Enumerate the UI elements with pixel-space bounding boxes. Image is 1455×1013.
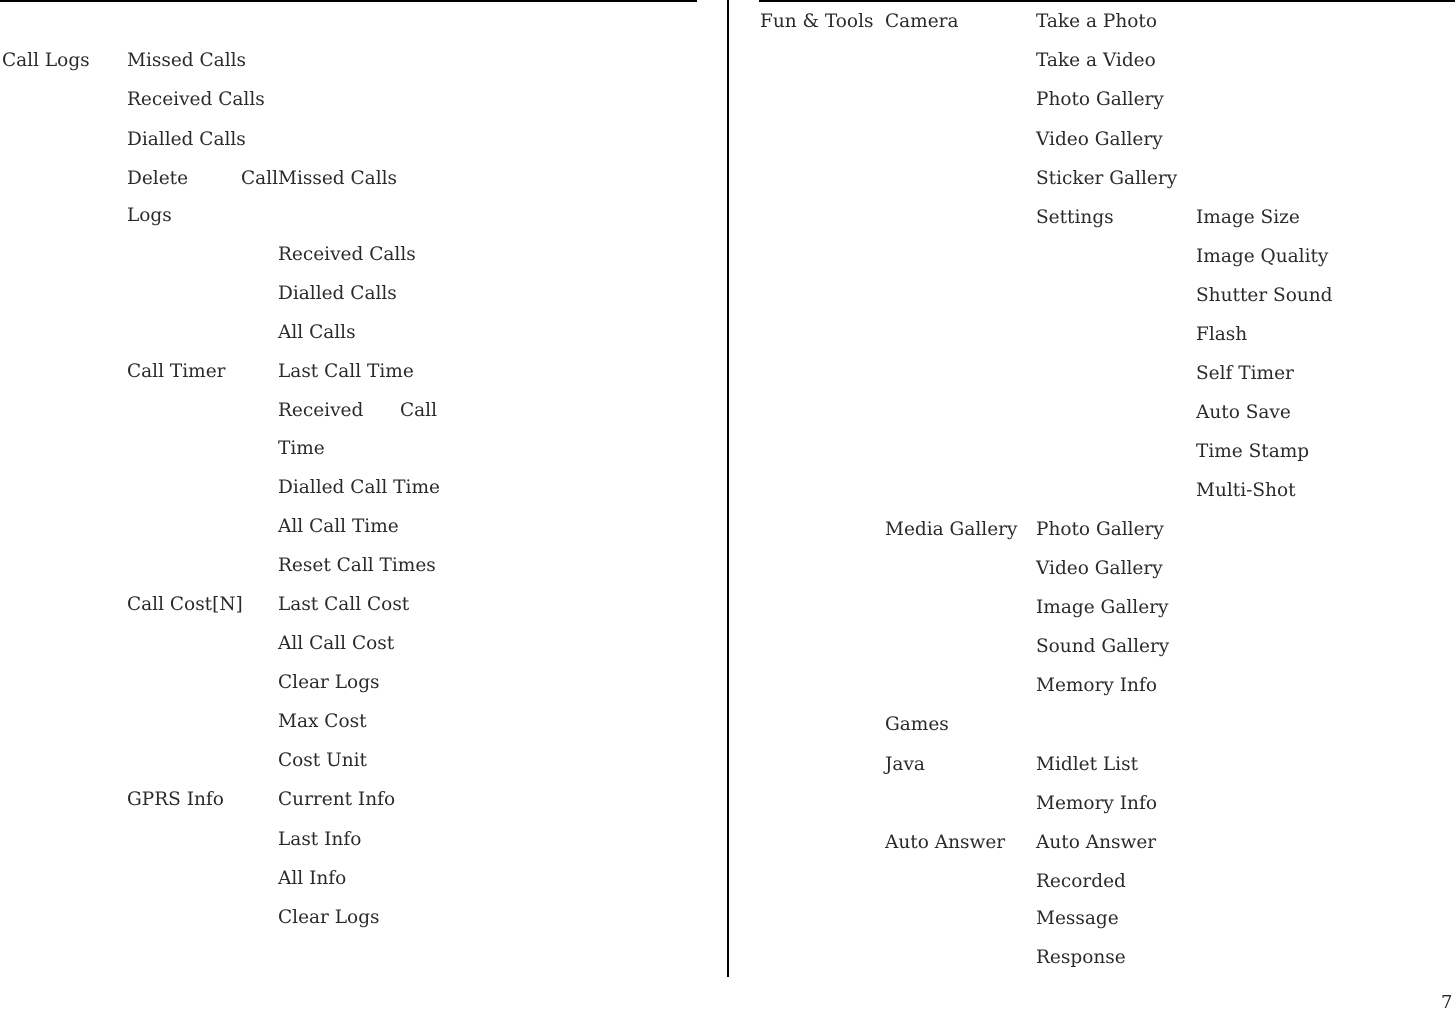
menu-item-delete-call-logs-part2: Call xyxy=(241,168,279,189)
submenu-item: Photo Gallery xyxy=(1036,519,1164,540)
submenu-item: All Call Time xyxy=(278,516,399,537)
submenu-item: Photo Gallery xyxy=(1036,89,1164,110)
page-number: 7 xyxy=(1441,992,1453,1013)
submenu-item: Image Gallery xyxy=(1036,597,1169,618)
menu-item-games: Games xyxy=(885,714,949,735)
submenu-item: Current Info xyxy=(278,789,396,810)
menu-item-dialled-calls: Dialled Calls xyxy=(127,129,246,150)
submenu-item-received-call-time-part2: Call xyxy=(400,400,438,421)
submenu-item-settings: Settings xyxy=(1036,207,1114,228)
sub-submenu-item: Shutter Sound xyxy=(1196,285,1333,306)
submenu-item: Midlet List xyxy=(1036,754,1139,775)
sub-submenu-item: Flash xyxy=(1196,324,1248,345)
submenu-item: Last Info xyxy=(278,829,362,850)
submenu-item: Reset Call Times xyxy=(278,555,436,576)
submenu-item-recorded-message-response-part3: Response xyxy=(1036,947,1126,968)
submenu-item: Memory Info xyxy=(1036,675,1157,696)
submenu-item-recorded-message-response-part2: Message xyxy=(1036,908,1119,929)
submenu-item-recorded-message-response-part1: Recorded xyxy=(1036,871,1126,892)
menu-item-camera: Camera xyxy=(885,11,959,32)
sub-submenu-item: Multi-Shot xyxy=(1196,480,1296,501)
submenu-item: Take a Video xyxy=(1036,50,1156,71)
menu-item-call-cost: Call Cost[N] xyxy=(127,594,243,615)
submenu-item: Cost Unit xyxy=(278,750,367,771)
menu-item-delete-call-logs-part3: Logs xyxy=(127,205,172,226)
sub-submenu-item: Self Timer xyxy=(1196,363,1294,384)
submenu-item: Sticker Gallery xyxy=(1036,168,1178,189)
submenu-item: All Call Cost xyxy=(278,633,395,654)
menu-item-call-timer: Call Timer xyxy=(127,361,226,382)
top-rule-left xyxy=(0,0,697,2)
column-divider xyxy=(727,0,729,977)
menu-item-missed-calls: Missed Calls xyxy=(127,50,247,71)
submenu-item: All Calls xyxy=(278,322,356,343)
sub-submenu-item: Time Stamp xyxy=(1196,441,1310,462)
submenu-item: Memory Info xyxy=(1036,793,1157,814)
submenu-item: Clear Logs xyxy=(278,907,380,928)
submenu-item: Max Cost xyxy=(278,711,367,732)
menu-item-java: Java xyxy=(885,754,925,775)
submenu-item: Received Calls xyxy=(278,244,416,265)
submenu-item: All Info xyxy=(278,868,347,889)
submenu-item: Take a Photo xyxy=(1036,11,1157,32)
menu-item-gprs-info: GPRS Info xyxy=(127,789,224,810)
submenu-item: Video Gallery xyxy=(1036,558,1163,579)
submenu-item: Sound Gallery xyxy=(1036,636,1170,657)
menu-item-received-calls: Received Calls xyxy=(127,89,265,110)
menu-level1-call-logs: Call Logs xyxy=(2,50,90,71)
menu-level1-fun-tools: Fun & Tools xyxy=(760,11,874,32)
submenu-item-received-call-time-part3: Time xyxy=(278,438,325,459)
submenu-item: Last Call Cost xyxy=(278,594,410,615)
submenu-item: Missed Calls xyxy=(278,168,398,189)
menu-item-delete-call-logs-part1: Delete xyxy=(127,168,189,189)
sub-submenu-item: Image Quality xyxy=(1196,246,1329,267)
menu-item-auto-answer: Auto Answer xyxy=(885,832,1006,853)
submenu-item: Clear Logs xyxy=(278,672,380,693)
submenu-item-received-call-time-part1: Received xyxy=(278,400,364,421)
submenu-item: Last Call Time xyxy=(278,361,414,382)
menu-item-media-gallery: Media Gallery xyxy=(885,519,1018,540)
submenu-item: Video Gallery xyxy=(1036,129,1163,150)
submenu-item: Dialled Call Time xyxy=(278,477,440,498)
submenu-item: Dialled Calls xyxy=(278,283,397,304)
submenu-item: Auto Answer xyxy=(1036,832,1157,853)
top-rule-right xyxy=(759,0,1455,2)
sub-submenu-item: Image Size xyxy=(1196,207,1300,228)
sub-submenu-item: Auto Save xyxy=(1196,402,1291,423)
